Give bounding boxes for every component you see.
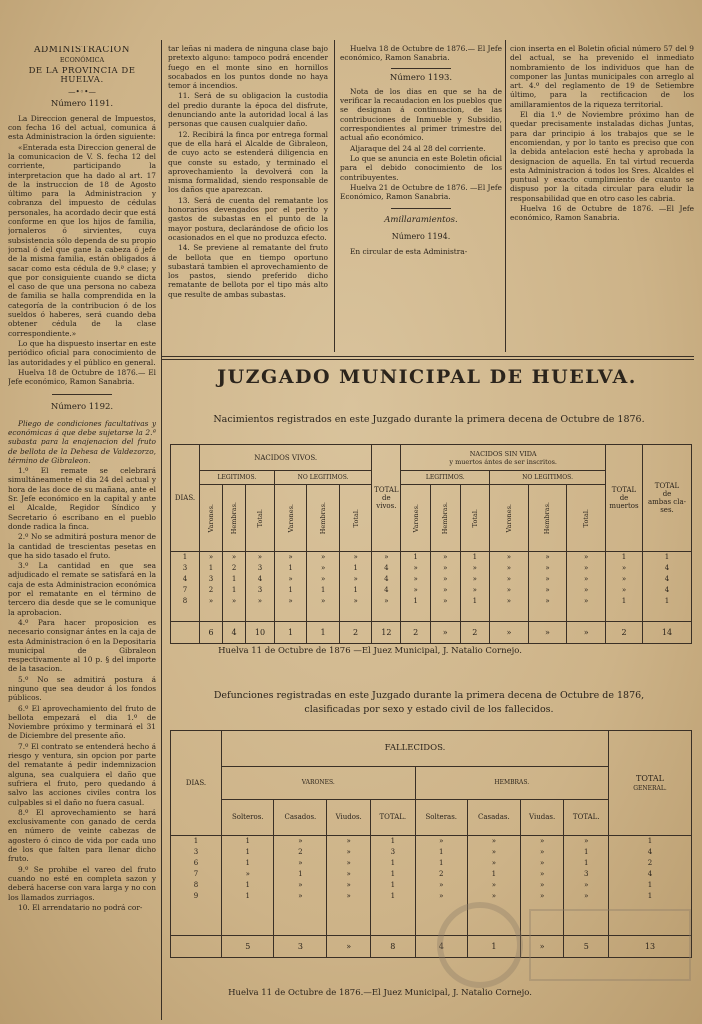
header-total-muertos: TOTAL de muertos bbox=[606, 445, 643, 552]
header-dias: DIAS. bbox=[171, 731, 222, 836]
spacer-cell bbox=[223, 606, 246, 621]
separator bbox=[391, 68, 451, 69]
paragraph: Aljaraque del 24 al 28 del corriente. bbox=[350, 143, 486, 153]
table-cell: 4 bbox=[643, 573, 692, 584]
column-4 bbox=[510, 44, 694, 354]
header-viudos: Viudos. bbox=[327, 799, 371, 835]
table-cell: » bbox=[467, 857, 520, 868]
header-total-ambas: TOTAL de ambas cla- ses. bbox=[643, 445, 692, 552]
table-cell: » bbox=[274, 857, 327, 868]
divider-ornament: —•◦•— bbox=[68, 87, 96, 97]
table-cell: » bbox=[415, 835, 467, 846]
condition-item: 6.º El aprovechamiento del fruto de bellota empezará el dia 1.º de Noviembre próximo y terminará el 31 de Diciembre del presente año. bbox=[8, 703, 156, 741]
header-legitimos: LEGITIMOS. bbox=[200, 471, 275, 485]
table-cell: » bbox=[467, 835, 520, 846]
table-cell: 4 bbox=[171, 573, 200, 584]
table-cell: 1 bbox=[371, 879, 415, 890]
table-cell: » bbox=[307, 562, 340, 573]
table-cell: » bbox=[327, 868, 371, 879]
births-row bbox=[171, 595, 692, 606]
table-cell: 1 bbox=[401, 551, 431, 562]
births-row bbox=[171, 562, 692, 573]
total-cell: 2 bbox=[460, 622, 490, 644]
spacer-cell bbox=[222, 901, 274, 935]
paragraph: Lo que se anuncia en este Boletin oficial para el debido conocimiento de los contribuyentes. bbox=[340, 153, 502, 182]
table-cell: » bbox=[528, 573, 567, 584]
table-cell: 1 bbox=[222, 846, 274, 857]
table-cell: 1 bbox=[222, 857, 274, 868]
table-cell: » bbox=[327, 846, 371, 857]
table-cell: » bbox=[606, 562, 643, 573]
deaths-subtitle-1: Defunciones registradas en este Juzgado durante la primera decena de Octubre de 1876, bbox=[213, 690, 645, 701]
table-cell: 1 bbox=[460, 551, 490, 562]
table-cell: 4 bbox=[246, 573, 275, 584]
spacer-cell bbox=[200, 606, 223, 621]
total-cell: 5 bbox=[222, 936, 274, 958]
paragraph: La Direccion general de Impuestos, con fecha 16 del actual, comunica á esta Administracion la órden siguiente: bbox=[8, 113, 156, 142]
totals-row bbox=[171, 622, 692, 644]
total-cell: » bbox=[520, 936, 564, 958]
header-vivos: NACIDOS VIVOS. bbox=[200, 445, 372, 471]
table-cell: 1 bbox=[274, 868, 327, 879]
pliego-title: Pliego de condiciones facultativas y económicas á que debe sujetarse la 2.ª subasta para la enajenacion del fruto de bellota de la Dehesa de Valdezorzo, término de Gibraleon. bbox=[8, 418, 156, 465]
condition-item: 2.º No se admitirá postura menor de la cantidad de trescientas pesetas en que ha sido tasado el fruto. bbox=[8, 532, 156, 560]
table-cell: 1 bbox=[222, 890, 274, 901]
table-cell: » bbox=[327, 890, 371, 901]
table-cell: » bbox=[460, 584, 490, 595]
paragraph: cion inserta en el Boletin oficial número 57 del 9 del actual, se ha prevenido el inmediato nombramiento de los individuos que han de componer las Juntas municipales con arreglo al art. 4.º del reglamento de 19 de Setiembre último, para la rectificacion de los amillaramientos de la riqueza territorial. bbox=[510, 44, 694, 109]
table-cell: 1 bbox=[307, 584, 340, 595]
table-cell: » bbox=[606, 573, 643, 584]
paragraph: El dia 1.º de Noviembre próximo han de quedar precisamente instaladas dichas Juntas, para dar principio á los trabajos que se le encomiendan, y por lo tanto es preciso que con la debida antelacion esté hecha y aprobada la designacion de aquella. En tal virtud recuerda esta Administracion á todos los Sres. Alcaldes el puntual y exacto cumplimiento de cuanto se dispuso por la citada circular para eludir la responsabilidad que en otro caso les cabria. bbox=[510, 110, 694, 203]
spacer-cell bbox=[339, 606, 372, 621]
total-cell bbox=[171, 936, 222, 958]
table-cell: » bbox=[274, 835, 327, 846]
table-cell: » bbox=[327, 835, 371, 846]
table-cell: » bbox=[339, 595, 372, 606]
table-cell: » bbox=[246, 595, 275, 606]
table-cell: » bbox=[307, 595, 340, 606]
deaths-row bbox=[171, 835, 692, 846]
table-cell: 1 bbox=[222, 879, 274, 890]
spacer-cell bbox=[606, 606, 643, 621]
table-cell: » bbox=[520, 890, 564, 901]
condition-item: 9.º Se prohibe el vareo del fruto cuando no esté en completa sazon y deberá hacerse con vara larga y no con los llamados zurriagos. bbox=[8, 864, 156, 902]
total-cell: 6 bbox=[200, 622, 223, 644]
paragraph: En circular de esta Administra- bbox=[350, 247, 468, 257]
table-cell: 2 bbox=[415, 868, 467, 879]
header-total-vivos: TOTAL de vivos. bbox=[372, 445, 401, 552]
table-cell: 1 bbox=[415, 846, 467, 857]
table-cell: 1 bbox=[564, 846, 609, 857]
condition-item: 11. Será de su obligacion la custodia del predio durante la época del disfrute, denunciando ante la autoridad local á las personas que causen cualquier daño. bbox=[168, 91, 328, 129]
table-cell: 2 bbox=[609, 857, 692, 868]
table-cell: » bbox=[567, 595, 606, 606]
table-cell: 1 bbox=[460, 595, 490, 606]
spacer-cell bbox=[490, 606, 529, 621]
table-cell: » bbox=[401, 562, 431, 573]
births-signature: Huelva 11 de Octubre de 1876 —El Juez Municipal, J. Natalio Cornejo. bbox=[218, 646, 522, 656]
table-cell: 1 bbox=[222, 835, 274, 846]
table-cell: » bbox=[430, 584, 460, 595]
column-rule bbox=[334, 40, 335, 352]
table-cell: 1 bbox=[274, 562, 307, 573]
spacer-cell bbox=[567, 606, 606, 621]
table-cell: 1 bbox=[223, 584, 246, 595]
admin-subheader: ECONÓMICA bbox=[59, 56, 105, 65]
spacer-cell bbox=[274, 606, 307, 621]
condition-item: 14. Se previene al rematante del fruto de bellota que en tiempo oportuno subastará tambien el aprovechamiento de los pastos, siendo preferido dicho rematante de bellota por el tipo más alto que resulte de ambas subastas. bbox=[168, 243, 328, 299]
section-heading: Amillaramientos. bbox=[384, 215, 458, 226]
table-cell: » bbox=[606, 584, 643, 595]
deaths-row bbox=[171, 846, 692, 857]
header-hembras: HEMBRAS. bbox=[415, 766, 608, 799]
spacer-cell bbox=[371, 901, 415, 935]
header-hembras: Hembras. bbox=[441, 502, 450, 535]
table-cell: 1 bbox=[371, 868, 415, 879]
header-total-general: TOTAL GENERAL. bbox=[609, 731, 692, 836]
spacer-cell bbox=[171, 606, 200, 621]
total-cell: 14 bbox=[643, 622, 692, 644]
table-cell: » bbox=[339, 573, 372, 584]
table-cell: 3 bbox=[171, 562, 200, 573]
header-total: TOTAL. bbox=[564, 799, 609, 835]
header-varones: Varones. bbox=[504, 503, 513, 533]
table-cell: » bbox=[274, 595, 307, 606]
table-cell: 1 bbox=[609, 879, 692, 890]
table-cell: 4 bbox=[372, 584, 401, 595]
table-cell: 2 bbox=[274, 846, 327, 857]
notice-number: Número 1193. bbox=[389, 72, 453, 83]
table-cell: » bbox=[490, 573, 529, 584]
column-2 bbox=[168, 44, 328, 354]
paragraph: Huelva 16 de Octubre de 1876. —El Jefe económico, Ramon Sanabria. bbox=[510, 204, 694, 223]
table-cell: » bbox=[564, 890, 609, 901]
condition-item: 7.º El contrato se entenderá hecho á riesgo y ventura, sin opcion por parte del rematante á pedir indemnizacion alguna, sea cualquiera el daño que sufriera el fruto, pero quedando á salvo las acciones civiles contra los culpables si el daño no fuera casual. bbox=[8, 741, 156, 807]
header-total: Total. bbox=[255, 508, 264, 528]
spacer-row bbox=[171, 606, 692, 621]
spacer-cell bbox=[372, 606, 401, 621]
table-cell: 1 bbox=[200, 562, 223, 573]
total-cell: 1 bbox=[307, 622, 340, 644]
table-cell: » bbox=[401, 573, 431, 584]
column-rule bbox=[161, 40, 162, 1020]
table-cell: 4 bbox=[643, 562, 692, 573]
deaths-signature: Huelva 11 de Octubre de 1876.—El Juez Municipal, J. Natalio Cornejo. bbox=[228, 988, 532, 998]
births-row bbox=[171, 551, 692, 562]
table-cell: 1 bbox=[371, 890, 415, 901]
column-1 bbox=[8, 46, 156, 1016]
deaths-row bbox=[171, 857, 692, 868]
table-cell: » bbox=[327, 857, 371, 868]
header-total: Total. bbox=[351, 508, 360, 528]
table-cell: 8 bbox=[171, 595, 200, 606]
table-cell: » bbox=[415, 879, 467, 890]
table-cell: 1 bbox=[606, 551, 643, 562]
table-cell: » bbox=[528, 562, 567, 573]
table-cell: » bbox=[490, 595, 529, 606]
births-row bbox=[171, 584, 692, 595]
table-cell: » bbox=[564, 835, 609, 846]
total-cell: 4 bbox=[415, 936, 467, 958]
header-hembras: Hembras. bbox=[230, 502, 239, 535]
header-varones: Varones. bbox=[411, 503, 420, 533]
watermark-emblem-icon bbox=[420, 880, 700, 1010]
total-cell: 2 bbox=[606, 622, 643, 644]
table-cell: » bbox=[430, 551, 460, 562]
condition-item: 5.º No se admitirá postura á ninguno que sea deudor á los fondos públicos. bbox=[8, 674, 156, 703]
spacer-cell bbox=[460, 606, 490, 621]
table-cell: » bbox=[460, 573, 490, 584]
table-cell: 9 bbox=[171, 890, 222, 901]
table-cell: » bbox=[520, 857, 564, 868]
table-cell: » bbox=[567, 584, 606, 595]
paragraph: Huelva 18 de Octubre de 1876.— El Jefe económico, Ramon Sanabria. bbox=[340, 44, 502, 63]
table-cell: 1 bbox=[415, 857, 467, 868]
table-cell: 1 bbox=[643, 551, 692, 562]
condition-item: 10. El arrendatario no podrá cor- bbox=[18, 902, 143, 912]
table-cell: » bbox=[307, 551, 340, 562]
header-hembras: Hembras. bbox=[543, 502, 552, 535]
header-dias: DIAS. bbox=[171, 445, 200, 552]
condition-item: 13. Será de cuenta del rematante los honorarios devengados por el perito y gastos de subastas en el punto de la mayor postura, declarándose de oficio los ocasionados en el que no produzca efecto. bbox=[168, 195, 328, 242]
table-cell: » bbox=[372, 595, 401, 606]
column-rule bbox=[505, 40, 506, 352]
deaths-subtitle-2: clasificadas por sexo y estado civil de los fallecidos. bbox=[304, 704, 554, 715]
header-hembras: Hembras. bbox=[319, 502, 328, 535]
table-cell: » bbox=[520, 835, 564, 846]
table-cell: » bbox=[520, 868, 564, 879]
total-cell: » bbox=[327, 936, 371, 958]
condition-item: tar leñas ni madera de ninguna clase bajo pretexto alguno: tampoco podrá encender fuego en el monte sino en hornillos socabados en los puntos donde no haya temor á incendios. bbox=[168, 44, 328, 91]
table-cell: » bbox=[467, 890, 520, 901]
total-cell: 4 bbox=[223, 622, 246, 644]
table-cell: 1 bbox=[223, 573, 246, 584]
separator bbox=[52, 394, 112, 395]
total-cell: 2 bbox=[401, 622, 431, 644]
table-cell: » bbox=[567, 551, 606, 562]
table-cell: » bbox=[223, 551, 246, 562]
table-cell: 3 bbox=[246, 584, 275, 595]
table-cell: » bbox=[460, 562, 490, 573]
table-cell: » bbox=[490, 584, 529, 595]
table-cell: » bbox=[274, 573, 307, 584]
table-cell: 4 bbox=[372, 562, 401, 573]
total-cell: » bbox=[430, 622, 460, 644]
section-rule bbox=[162, 359, 694, 360]
table-cell: » bbox=[200, 595, 223, 606]
total-cell: 8 bbox=[371, 936, 415, 958]
table-cell: 1 bbox=[606, 595, 643, 606]
table-cell: 4 bbox=[372, 573, 401, 584]
table-cell: » bbox=[339, 551, 372, 562]
total-cell: 13 bbox=[609, 936, 692, 958]
table-cell: » bbox=[401, 584, 431, 595]
table-cell: » bbox=[274, 890, 327, 901]
table-cell: 6 bbox=[171, 857, 222, 868]
table-cell: 1 bbox=[339, 584, 372, 595]
header-sin-vida: NACIDOS SIN VIDA y muertos ántes de ser inscritos. bbox=[401, 445, 606, 471]
section-rule bbox=[162, 356, 694, 357]
condition-item: 4.º Para hacer proposicion es necesario consignar ántes en la caja de esta Administracion ó en la Depositaria municipal de Gibraleon respectivamente al 10 p. § del importe de la tasacion. bbox=[8, 617, 156, 674]
header-total: TOTAL. bbox=[371, 799, 415, 835]
spacer-cell bbox=[430, 606, 460, 621]
table-cell: 4 bbox=[643, 584, 692, 595]
table-cell: » bbox=[490, 551, 529, 562]
condition-item: 1.º El remate se celebrará simultáneamente el dia 24 del actual y hora de las doce de su mañana, ante el Sr. Jefe económico en la capital y ante el Alcalde, Regidor Síndico y Secretario ó escribano en el pueblo donde radica la finca. bbox=[8, 466, 156, 531]
spacer-cell bbox=[171, 901, 222, 935]
table-cell: 1 bbox=[643, 595, 692, 606]
births-table bbox=[170, 444, 692, 644]
table-cell: 1 bbox=[564, 857, 609, 868]
total-cell: 1 bbox=[467, 936, 520, 958]
admin-province: DE LA PROVINCIA DE HUELVA. bbox=[28, 65, 136, 85]
header-total: Total. bbox=[470, 508, 479, 528]
condition-item: 12. Recibirá la finca por entrega formal que de ella hará el Alcalde de Gibraleon, de cuyo acto se estenderá diligencia en que conste su estado, y terminado el aprovechamiento la devolverá con la misma formalidad, siendo responsable de los daños que aparezcan. bbox=[168, 129, 328, 195]
table-cell: 3 bbox=[171, 846, 222, 857]
header-total: Total. bbox=[582, 508, 591, 528]
spacer-cell bbox=[643, 606, 692, 621]
deaths-row bbox=[171, 868, 692, 879]
header-varones: Varones. bbox=[207, 503, 216, 533]
table-cell: 7 bbox=[171, 584, 200, 595]
table-cell: 3 bbox=[564, 868, 609, 879]
table-cell: 1 bbox=[371, 835, 415, 846]
table-cell: 3 bbox=[246, 562, 275, 573]
table-cell: 3 bbox=[371, 846, 415, 857]
total-cell: » bbox=[567, 622, 606, 644]
table-cell: » bbox=[223, 595, 246, 606]
table-cell: » bbox=[520, 846, 564, 857]
header-solteras: Solteras. bbox=[415, 799, 467, 835]
table-cell: » bbox=[372, 551, 401, 562]
table-cell: 1 bbox=[609, 835, 692, 846]
total-cell: 10 bbox=[246, 622, 275, 644]
condition-item: 3.º La cantidad en que sea adjudicado el remate se satisfará en la caja de esta Administracion económica por el rematante en el término de tercero dia desde que se le comunique la aprobacion. bbox=[8, 561, 156, 617]
spacer-cell bbox=[307, 606, 340, 621]
table-cell: » bbox=[567, 562, 606, 573]
column-3 bbox=[340, 44, 502, 354]
notice-number: Número 1192. bbox=[50, 402, 114, 413]
juzgado-title: JUZGADO MUNICIPAL DE HUELVA. bbox=[217, 366, 637, 388]
spacer-cell bbox=[528, 606, 567, 621]
table-cell: 1 bbox=[339, 562, 372, 573]
table-cell: » bbox=[430, 595, 460, 606]
total-cell: 2 bbox=[339, 622, 372, 644]
header-no-legitimos: NO LEGITIMOS. bbox=[490, 471, 606, 485]
table-cell: 2 bbox=[200, 584, 223, 595]
paragraph: Huelva 18 de Octubre de 1876.— El Jefe económico, Ramon Sanabria. bbox=[8, 367, 156, 387]
table-cell: » bbox=[274, 879, 327, 890]
header-casados: Casados. bbox=[274, 799, 327, 835]
table-cell: 1 bbox=[401, 595, 431, 606]
table-cell: 1 bbox=[274, 584, 307, 595]
header-casadas: Casadas. bbox=[467, 799, 520, 835]
table-cell: » bbox=[274, 551, 307, 562]
paragraph: Lo que ha dispuesto insertar en este periódico oficial para conocimiento de las autoridades y el público en general. bbox=[8, 338, 156, 367]
table-cell: 1 bbox=[171, 551, 200, 562]
table-cell: » bbox=[307, 573, 340, 584]
table-cell: 1 bbox=[467, 868, 520, 879]
table-cell: » bbox=[246, 551, 275, 562]
spacer-cell bbox=[401, 606, 431, 621]
header-solteros: Solteros. bbox=[222, 799, 274, 835]
spacer-cell bbox=[274, 901, 327, 935]
table-cell: 4 bbox=[609, 868, 692, 879]
table-cell: » bbox=[528, 584, 567, 595]
condition-item: 8.º El aprovechamiento se hará exclusivamente con ganado de cerda en número de veinte cabezas de agostero ó cinco de vida por cada uno de los que falten para llenar dicho fruto. bbox=[8, 807, 156, 864]
total-cell: 1 bbox=[274, 622, 307, 644]
table-cell: » bbox=[200, 551, 223, 562]
table-cell: » bbox=[520, 879, 564, 890]
total-cell: 12 bbox=[372, 622, 401, 644]
table-cell: » bbox=[528, 551, 567, 562]
header-varones: VARONES. bbox=[222, 766, 416, 799]
table-cell: 4 bbox=[609, 846, 692, 857]
paragraph: Nota de los dias en que se ha de verificar la recaudacion en los pueblos que se designan á continuacion, de las contribuciones de Inmueble y Subsidio, correspondientes al primer trimestre del actual año económico. bbox=[340, 86, 502, 143]
table-cell: 3 bbox=[200, 573, 223, 584]
table-cell: » bbox=[415, 890, 467, 901]
table-cell: » bbox=[327, 879, 371, 890]
table-cell: 2 bbox=[223, 562, 246, 573]
table-cell: 1 bbox=[371, 857, 415, 868]
separator bbox=[391, 208, 451, 209]
table-cell: 1 bbox=[171, 835, 222, 846]
table-cell: » bbox=[430, 573, 460, 584]
spacer-cell bbox=[246, 606, 275, 621]
notice-number: Número 1191. bbox=[50, 99, 114, 110]
total-cell bbox=[171, 622, 200, 644]
total-cell: 5 bbox=[564, 936, 609, 958]
births-subtitle: Nacimientos registrados en este Juzgado durante la primera decena de Octubre de 1876. bbox=[213, 414, 645, 425]
header-varones: Varones. bbox=[286, 503, 295, 533]
table-cell: » bbox=[222, 868, 274, 879]
table-cell: » bbox=[528, 595, 567, 606]
header-viudas: Viudas. bbox=[520, 799, 564, 835]
header-no-legitimos: NO LEGITIMOS. bbox=[274, 471, 372, 485]
spacer-cell bbox=[327, 901, 371, 935]
total-cell: » bbox=[490, 622, 529, 644]
notice-number: Número 1194. bbox=[391, 231, 451, 241]
table-cell: » bbox=[564, 879, 609, 890]
births-row bbox=[171, 573, 692, 584]
table-cell: » bbox=[467, 879, 520, 890]
table-cell: » bbox=[430, 562, 460, 573]
total-cell: » bbox=[528, 622, 567, 644]
table-cell: 1 bbox=[609, 890, 692, 901]
paragraph: «Enterada esta Direccion general de la comunicacion de V. S. fecha 12 del corriente, participando la interpretacion que ha dado al art. 17 de la instruccion de 18 de Agosto último para la Administracion y cobranza del impuesto de cédulas personales, ha acordado decir que está conforme en que los hijos de familia, jornaleros ó sirvientes, cuya subsistencia sólo dependa de su propio jornal ó del que gane la cabeza ó jefe de la misma familia, están obligados á sacar como esta cédula de 9.ª clase; y que por consiguiente cuando se dicta el caso de que una persona no cabeza de familia se halla comprendida en la categoría de la contribucion ó de los sueldos ó haberes, será cuando deba obtener cédula de la clase correspondiente.» bbox=[8, 142, 156, 338]
table-cell: 8 bbox=[171, 879, 222, 890]
paragraph: Huelva 21 de Octubre de 1876. —El Jefe Económico, Ramon Sanabria. bbox=[340, 182, 502, 202]
total-cell: 3 bbox=[274, 936, 327, 958]
table-cell: 7 bbox=[171, 868, 222, 879]
table-cell: » bbox=[567, 573, 606, 584]
admin-header: ADMINISTRACION bbox=[33, 46, 131, 55]
births-body bbox=[171, 551, 692, 643]
table-cell: » bbox=[467, 846, 520, 857]
header-fallecidos: FALLECIDOS. bbox=[222, 731, 609, 767]
header-legitimos: LEGITIMOS. bbox=[401, 471, 490, 485]
table-cell: » bbox=[490, 562, 529, 573]
